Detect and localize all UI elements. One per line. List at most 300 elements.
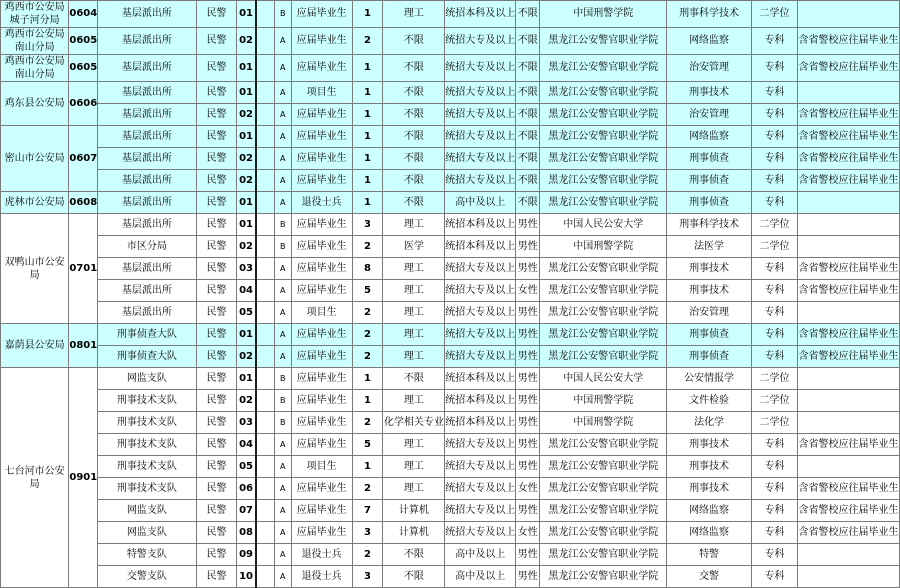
school-cell: 黑龙江公安警官职业学院 bbox=[540, 566, 667, 588]
table-row bbox=[1, 302, 900, 324]
source-cell: 应届毕业生 bbox=[291, 280, 352, 302]
department-cell: 网监支队 bbox=[98, 500, 196, 522]
major-cell: 不限 bbox=[383, 148, 445, 170]
degree-cell: 二学位 bbox=[751, 236, 797, 258]
major-cell: 理工 bbox=[383, 1, 445, 28]
table-row bbox=[1, 214, 900, 236]
school-cell: 黑龙江公安警官职业学院 bbox=[540, 500, 667, 522]
gender-cell: 女性 bbox=[516, 478, 540, 500]
school-cell: 黑龙江公安警官职业学院 bbox=[540, 104, 667, 126]
specialty-cell: 交警 bbox=[667, 566, 752, 588]
table-row bbox=[1, 28, 900, 55]
table-row bbox=[1, 170, 900, 192]
degree-cell: 专科 bbox=[751, 126, 797, 148]
specialty-cell: 网络监察 bbox=[667, 522, 752, 544]
school-cell: 黑龙江公安警官职业学院 bbox=[540, 522, 667, 544]
gender-cell: 女性 bbox=[516, 280, 540, 302]
exam-class-cell: A bbox=[274, 346, 291, 368]
gender-cell: 不限 bbox=[516, 192, 540, 214]
row-handle-cell bbox=[256, 126, 275, 148]
post-type-cell: 民警 bbox=[196, 192, 237, 214]
headcount-cell: 1 bbox=[352, 390, 383, 412]
row-handle-cell bbox=[256, 236, 275, 258]
source-cell: 应届毕业生 bbox=[291, 126, 352, 148]
degree-cell: 专科 bbox=[751, 148, 797, 170]
school-cell: 黑龙江公安警官职业学院 bbox=[540, 192, 667, 214]
row-handle-cell bbox=[256, 478, 275, 500]
department-cell: 基层派出所 bbox=[98, 82, 196, 104]
source-cell: 项目生 bbox=[291, 302, 352, 324]
note-cell bbox=[798, 368, 900, 390]
degree-cell: 专科 bbox=[751, 544, 797, 566]
headcount-cell: 1 bbox=[352, 126, 383, 148]
post-code-cell: 02 bbox=[237, 346, 256, 368]
specialty-cell: 文件检验 bbox=[667, 390, 752, 412]
major-cell: 不限 bbox=[383, 566, 445, 588]
specialty-cell: 刑事技术 bbox=[667, 456, 752, 478]
school-cell: 黑龙江公安警官职业学院 bbox=[540, 478, 667, 500]
exam-class-cell: A bbox=[274, 170, 291, 192]
table-row bbox=[1, 258, 900, 280]
specialty-cell: 治安管理 bbox=[667, 302, 752, 324]
row-handle-cell bbox=[256, 1, 275, 28]
education-cell: 统招本科及以上 bbox=[445, 236, 516, 258]
major-cell: 理工 bbox=[383, 434, 445, 456]
specialty-cell: 刑事技术 bbox=[667, 258, 752, 280]
note-cell: 含省警校应往届毕业生 bbox=[798, 478, 900, 500]
department-cell: 交警支队 bbox=[98, 566, 196, 588]
unit-code-cell: 0608 bbox=[69, 192, 98, 214]
source-cell: 应届毕业生 bbox=[291, 522, 352, 544]
gender-cell: 不限 bbox=[516, 148, 540, 170]
headcount-cell: 1 bbox=[352, 1, 383, 28]
specialty-cell: 治安管理 bbox=[667, 104, 752, 126]
post-code-cell: 02 bbox=[237, 390, 256, 412]
exam-class-cell: A bbox=[274, 544, 291, 566]
exam-class-cell: A bbox=[274, 522, 291, 544]
source-cell: 退役士兵 bbox=[291, 544, 352, 566]
major-cell: 理工 bbox=[383, 390, 445, 412]
school-cell: 黑龙江公安警官职业学院 bbox=[540, 302, 667, 324]
table-row bbox=[1, 390, 900, 412]
post-type-cell: 民警 bbox=[196, 390, 237, 412]
note-cell bbox=[798, 214, 900, 236]
post-code-cell: 02 bbox=[237, 170, 256, 192]
degree-cell: 专科 bbox=[751, 522, 797, 544]
major-cell: 不限 bbox=[383, 126, 445, 148]
education-cell: 统招大专及以上 bbox=[445, 478, 516, 500]
exam-class-cell: A bbox=[274, 82, 291, 104]
school-cell: 中国刑警学院 bbox=[540, 412, 667, 434]
source-cell: 应届毕业生 bbox=[291, 434, 352, 456]
gender-cell: 男性 bbox=[516, 236, 540, 258]
source-cell: 项目生 bbox=[291, 82, 352, 104]
headcount-cell: 2 bbox=[352, 236, 383, 258]
post-type-cell: 民警 bbox=[196, 566, 237, 588]
post-code-cell: 05 bbox=[237, 456, 256, 478]
note-cell: 含省警校应往届毕业生 bbox=[798, 104, 900, 126]
note-cell: 含省警校应往届毕业生 bbox=[798, 170, 900, 192]
row-handle-cell bbox=[256, 500, 275, 522]
source-cell: 应届毕业生 bbox=[291, 390, 352, 412]
headcount-cell: 1 bbox=[352, 368, 383, 390]
post-code-cell: 01 bbox=[237, 126, 256, 148]
gender-cell: 男性 bbox=[516, 434, 540, 456]
exam-class-cell: B bbox=[274, 412, 291, 434]
department-cell: 基层派出所 bbox=[98, 55, 196, 82]
exam-class-cell: A bbox=[274, 192, 291, 214]
row-handle-cell bbox=[256, 104, 275, 126]
post-code-cell: 01 bbox=[237, 214, 256, 236]
post-code-cell: 01 bbox=[237, 324, 256, 346]
note-cell bbox=[798, 456, 900, 478]
table-body bbox=[1, 1, 900, 588]
row-handle-cell bbox=[256, 55, 275, 82]
school-cell: 黑龙江公安警官职业学院 bbox=[540, 456, 667, 478]
post-code-cell: 10 bbox=[237, 566, 256, 588]
school-cell: 黑龙江公安警官职业学院 bbox=[540, 324, 667, 346]
table-row bbox=[1, 478, 900, 500]
source-cell: 应届毕业生 bbox=[291, 236, 352, 258]
table-row bbox=[1, 522, 900, 544]
education-cell: 统招大专及以上 bbox=[445, 346, 516, 368]
headcount-cell: 1 bbox=[352, 82, 383, 104]
headcount-cell: 3 bbox=[352, 214, 383, 236]
education-cell: 统招大专及以上 bbox=[445, 456, 516, 478]
source-cell: 应届毕业生 bbox=[291, 148, 352, 170]
specialty-cell: 刑事技术 bbox=[667, 82, 752, 104]
specialty-cell: 刑事侦查 bbox=[667, 346, 752, 368]
row-handle-cell bbox=[256, 148, 275, 170]
post-code-cell: 09 bbox=[237, 544, 256, 566]
note-cell: 含省警校应往届毕业生 bbox=[798, 324, 900, 346]
gender-cell: 不限 bbox=[516, 1, 540, 28]
degree-cell: 专科 bbox=[751, 28, 797, 55]
gender-cell: 男性 bbox=[516, 390, 540, 412]
post-code-cell: 01 bbox=[237, 192, 256, 214]
gender-cell: 男性 bbox=[516, 258, 540, 280]
school-cell: 中国人民公安大学 bbox=[540, 214, 667, 236]
department-cell: 刑事技术支队 bbox=[98, 478, 196, 500]
gender-cell: 女性 bbox=[516, 522, 540, 544]
school-cell: 黑龙江公安警官职业学院 bbox=[540, 258, 667, 280]
gender-cell: 男性 bbox=[516, 368, 540, 390]
post-type-cell: 民警 bbox=[196, 258, 237, 280]
education-cell: 统招本科及以上 bbox=[445, 1, 516, 28]
exam-class-cell: A bbox=[274, 28, 291, 55]
row-handle-cell bbox=[256, 324, 275, 346]
major-cell: 不限 bbox=[383, 544, 445, 566]
department-cell: 市区分局 bbox=[98, 236, 196, 258]
row-handle-cell bbox=[256, 522, 275, 544]
note-cell: 含省警校应往届毕业生 bbox=[798, 522, 900, 544]
specialty-cell: 刑事技术 bbox=[667, 478, 752, 500]
education-cell: 统招大专及以上 bbox=[445, 324, 516, 346]
degree-cell: 专科 bbox=[751, 302, 797, 324]
school-cell: 黑龙江公安警官职业学院 bbox=[540, 126, 667, 148]
education-cell: 统招大专及以上 bbox=[445, 28, 516, 55]
education-cell: 高中及以上 bbox=[445, 544, 516, 566]
department-cell: 刑事技术支队 bbox=[98, 390, 196, 412]
row-handle-cell bbox=[256, 82, 275, 104]
unit-name-cell: 鸡西市公安局南山分局 bbox=[1, 28, 69, 55]
specialty-cell: 法医学 bbox=[667, 236, 752, 258]
table-row bbox=[1, 500, 900, 522]
headcount-cell: 3 bbox=[352, 566, 383, 588]
exam-class-cell: B bbox=[274, 236, 291, 258]
row-handle-cell bbox=[256, 214, 275, 236]
degree-cell: 二学位 bbox=[751, 214, 797, 236]
row-handle-cell bbox=[256, 258, 275, 280]
department-cell: 刑事侦查大队 bbox=[98, 346, 196, 368]
exam-class-cell: A bbox=[274, 104, 291, 126]
major-cell: 不限 bbox=[383, 104, 445, 126]
major-cell: 理工 bbox=[383, 258, 445, 280]
exam-class-cell: A bbox=[274, 478, 291, 500]
table-row bbox=[1, 434, 900, 456]
school-cell: 黑龙江公安警官职业学院 bbox=[540, 148, 667, 170]
unit-name-cell: 密山市公安局 bbox=[1, 126, 69, 192]
unit-code-cell: 0606 bbox=[69, 82, 98, 126]
gender-cell: 男性 bbox=[516, 324, 540, 346]
table-row bbox=[1, 82, 900, 104]
source-cell: 应届毕业生 bbox=[291, 104, 352, 126]
row-handle-cell bbox=[256, 412, 275, 434]
post-type-cell: 民警 bbox=[196, 434, 237, 456]
note-cell: 含省警校应往届毕业生 bbox=[798, 346, 900, 368]
source-cell: 应届毕业生 bbox=[291, 368, 352, 390]
row-handle-cell bbox=[256, 368, 275, 390]
specialty-cell: 刑事科学技术 bbox=[667, 1, 752, 28]
source-cell: 应届毕业生 bbox=[291, 55, 352, 82]
gender-cell: 男性 bbox=[516, 214, 540, 236]
department-cell: 特警支队 bbox=[98, 544, 196, 566]
unit-code-cell: 0607 bbox=[69, 126, 98, 192]
department-cell: 基层派出所 bbox=[98, 28, 196, 55]
post-type-cell: 民警 bbox=[196, 522, 237, 544]
post-type-cell: 民警 bbox=[196, 280, 237, 302]
exam-class-cell: B bbox=[274, 214, 291, 236]
education-cell: 统招大专及以上 bbox=[445, 302, 516, 324]
headcount-cell: 2 bbox=[352, 302, 383, 324]
department-cell: 基层派出所 bbox=[98, 280, 196, 302]
department-cell: 基层派出所 bbox=[98, 214, 196, 236]
gender-cell: 男性 bbox=[516, 544, 540, 566]
education-cell: 统招大专及以上 bbox=[445, 170, 516, 192]
department-cell: 网监支队 bbox=[98, 368, 196, 390]
headcount-cell: 7 bbox=[352, 500, 383, 522]
school-cell: 黑龙江公安警官职业学院 bbox=[540, 434, 667, 456]
unit-name-cell: 鸡东县公安局 bbox=[1, 82, 69, 126]
note-cell: 含省警校应往届毕业生 bbox=[798, 434, 900, 456]
post-type-cell: 民警 bbox=[196, 170, 237, 192]
education-cell: 统招本科及以上 bbox=[445, 412, 516, 434]
headcount-cell: 1 bbox=[352, 104, 383, 126]
department-cell: 刑事技术支队 bbox=[98, 412, 196, 434]
education-cell: 统招大专及以上 bbox=[445, 434, 516, 456]
note-cell: 含省警校应往届毕业生 bbox=[798, 148, 900, 170]
degree-cell: 二学位 bbox=[751, 368, 797, 390]
degree-cell: 专科 bbox=[751, 55, 797, 82]
post-type-cell: 民警 bbox=[196, 82, 237, 104]
post-type-cell: 民警 bbox=[196, 302, 237, 324]
headcount-cell: 1 bbox=[352, 148, 383, 170]
major-cell: 理工 bbox=[383, 456, 445, 478]
school-cell: 中国刑警学院 bbox=[540, 236, 667, 258]
headcount-cell: 3 bbox=[352, 522, 383, 544]
note-cell: 含省警校应往届毕业生 bbox=[798, 280, 900, 302]
table-row bbox=[1, 104, 900, 126]
unit-code-cell: 0605 bbox=[69, 28, 98, 55]
note-cell: 含省警校应往届毕业生 bbox=[798, 500, 900, 522]
source-cell: 项目生 bbox=[291, 456, 352, 478]
school-cell: 黑龙江公安警官职业学院 bbox=[540, 82, 667, 104]
degree-cell: 专科 bbox=[751, 258, 797, 280]
row-handle-cell bbox=[256, 390, 275, 412]
gender-cell: 男性 bbox=[516, 412, 540, 434]
major-cell: 计算机 bbox=[383, 500, 445, 522]
exam-class-cell: B bbox=[274, 1, 291, 28]
department-cell: 基层派出所 bbox=[98, 126, 196, 148]
exam-class-cell: B bbox=[274, 390, 291, 412]
gender-cell: 男性 bbox=[516, 346, 540, 368]
specialty-cell: 治安管理 bbox=[667, 55, 752, 82]
headcount-cell: 2 bbox=[352, 346, 383, 368]
source-cell: 应届毕业生 bbox=[291, 412, 352, 434]
department-cell: 基层派出所 bbox=[98, 170, 196, 192]
source-cell: 应届毕业生 bbox=[291, 478, 352, 500]
post-code-cell: 01 bbox=[237, 1, 256, 28]
post-type-cell: 民警 bbox=[196, 214, 237, 236]
post-code-cell: 07 bbox=[237, 500, 256, 522]
row-handle-cell bbox=[256, 456, 275, 478]
school-cell: 中国刑警学院 bbox=[540, 390, 667, 412]
unit-code-cell: 0801 bbox=[69, 324, 98, 368]
note-cell bbox=[798, 412, 900, 434]
education-cell: 统招大专及以上 bbox=[445, 258, 516, 280]
note-cell: 含省警校应往届毕业生 bbox=[798, 28, 900, 55]
school-cell: 中国人民公安大学 bbox=[540, 368, 667, 390]
department-cell: 基层派出所 bbox=[98, 148, 196, 170]
table-row bbox=[1, 456, 900, 478]
table-row bbox=[1, 566, 900, 588]
school-cell: 黑龙江公安警官职业学院 bbox=[540, 280, 667, 302]
source-cell: 应届毕业生 bbox=[291, 28, 352, 55]
source-cell: 应届毕业生 bbox=[291, 1, 352, 28]
department-cell: 基层派出所 bbox=[98, 302, 196, 324]
post-code-cell: 02 bbox=[237, 28, 256, 55]
degree-cell: 专科 bbox=[751, 346, 797, 368]
school-cell: 黑龙江公安警官职业学院 bbox=[540, 170, 667, 192]
department-cell: 基层派出所 bbox=[98, 104, 196, 126]
post-type-cell: 民警 bbox=[196, 324, 237, 346]
degree-cell: 专科 bbox=[751, 192, 797, 214]
post-type-cell: 民警 bbox=[196, 500, 237, 522]
post-type-cell: 民警 bbox=[196, 126, 237, 148]
gender-cell: 不限 bbox=[516, 28, 540, 55]
major-cell: 不限 bbox=[383, 82, 445, 104]
major-cell: 理工 bbox=[383, 346, 445, 368]
headcount-cell: 2 bbox=[352, 324, 383, 346]
row-handle-cell bbox=[256, 566, 275, 588]
post-code-cell: 01 bbox=[237, 368, 256, 390]
specialty-cell: 网络监察 bbox=[667, 500, 752, 522]
note-cell: 含省警校应往届毕业生 bbox=[798, 126, 900, 148]
row-handle-cell bbox=[256, 280, 275, 302]
school-cell: 黑龙江公安警官职业学院 bbox=[540, 55, 667, 82]
post-type-cell: 民警 bbox=[196, 456, 237, 478]
major-cell: 理工 bbox=[383, 214, 445, 236]
source-cell: 应届毕业生 bbox=[291, 214, 352, 236]
gender-cell: 不限 bbox=[516, 170, 540, 192]
department-cell: 刑事技术支队 bbox=[98, 456, 196, 478]
headcount-cell: 5 bbox=[352, 434, 383, 456]
degree-cell: 二学位 bbox=[751, 412, 797, 434]
major-cell: 不限 bbox=[383, 170, 445, 192]
gender-cell: 男性 bbox=[516, 456, 540, 478]
degree-cell: 二学位 bbox=[751, 1, 797, 28]
gender-cell: 男性 bbox=[516, 500, 540, 522]
headcount-cell: 1 bbox=[352, 192, 383, 214]
school-cell: 黑龙江公安警官职业学院 bbox=[540, 346, 667, 368]
post-type-cell: 民警 bbox=[196, 346, 237, 368]
major-cell: 理工 bbox=[383, 302, 445, 324]
gender-cell: 男性 bbox=[516, 566, 540, 588]
specialty-cell: 法化学 bbox=[667, 412, 752, 434]
specialty-cell: 刑事侦查 bbox=[667, 192, 752, 214]
education-cell: 统招大专及以上 bbox=[445, 82, 516, 104]
education-cell: 高中及以上 bbox=[445, 566, 516, 588]
degree-cell: 二学位 bbox=[751, 390, 797, 412]
source-cell: 退役士兵 bbox=[291, 566, 352, 588]
post-code-cell: 08 bbox=[237, 522, 256, 544]
gender-cell: 不限 bbox=[516, 126, 540, 148]
specialty-cell: 公安情报学 bbox=[667, 368, 752, 390]
unit-name-cell: 鸡西市公安局城子河分局 bbox=[1, 1, 69, 28]
specialty-cell: 刑事技术 bbox=[667, 434, 752, 456]
note-cell bbox=[798, 1, 900, 28]
unit-name-cell: 鸡西市公安局南山分局 bbox=[1, 55, 69, 82]
exam-class-cell: A bbox=[274, 280, 291, 302]
major-cell: 不限 bbox=[383, 368, 445, 390]
headcount-cell: 2 bbox=[352, 544, 383, 566]
gender-cell: 不限 bbox=[516, 55, 540, 82]
specialty-cell: 刑事侦查 bbox=[667, 148, 752, 170]
specialty-cell: 网络监察 bbox=[667, 126, 752, 148]
headcount-cell: 1 bbox=[352, 170, 383, 192]
education-cell: 统招大专及以上 bbox=[445, 280, 516, 302]
major-cell: 理工 bbox=[383, 324, 445, 346]
exam-class-cell: A bbox=[274, 566, 291, 588]
major-cell: 计算机 bbox=[383, 522, 445, 544]
note-cell bbox=[798, 302, 900, 324]
source-cell: 退役士兵 bbox=[291, 192, 352, 214]
degree-cell: 专科 bbox=[751, 324, 797, 346]
specialty-cell: 特警 bbox=[667, 544, 752, 566]
post-code-cell: 01 bbox=[237, 82, 256, 104]
post-code-cell: 02 bbox=[237, 104, 256, 126]
degree-cell: 专科 bbox=[751, 566, 797, 588]
note-cell bbox=[798, 192, 900, 214]
post-code-cell: 04 bbox=[237, 434, 256, 456]
degree-cell: 专科 bbox=[751, 500, 797, 522]
post-type-cell: 民警 bbox=[196, 104, 237, 126]
exam-class-cell: A bbox=[274, 126, 291, 148]
post-code-cell: 05 bbox=[237, 302, 256, 324]
headcount-cell: 5 bbox=[352, 280, 383, 302]
note-cell bbox=[798, 82, 900, 104]
specialty-cell: 刑事侦查 bbox=[667, 170, 752, 192]
